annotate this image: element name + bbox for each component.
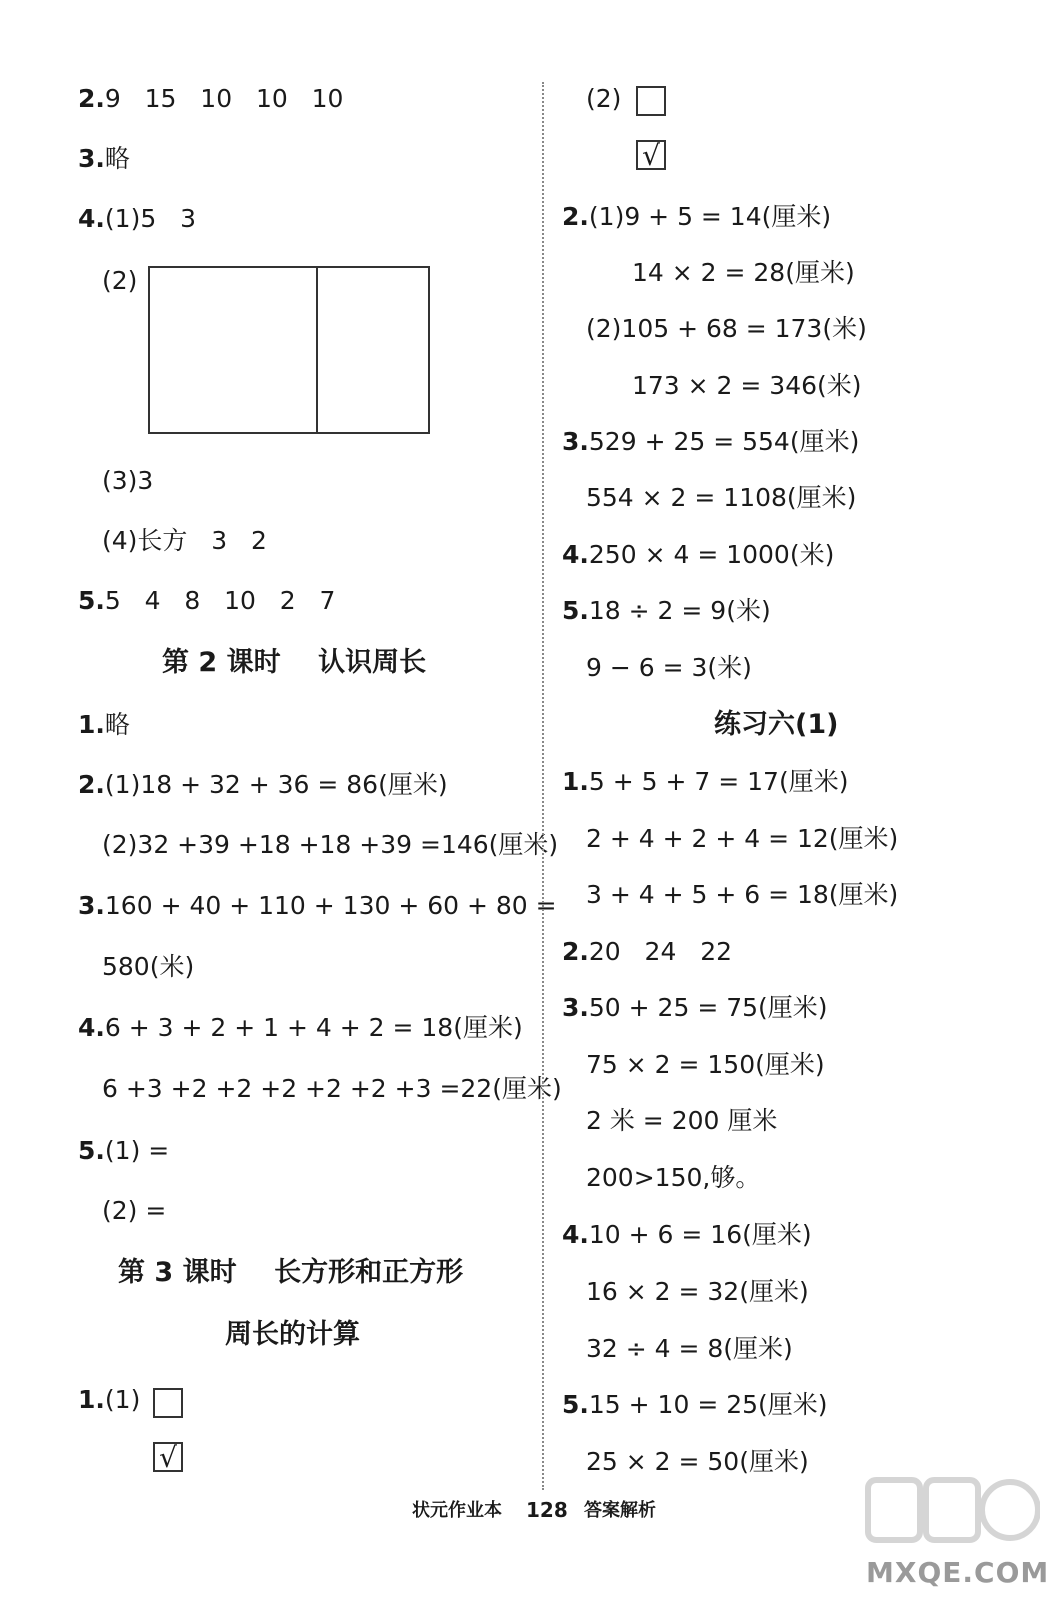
empty-checkbox	[153, 1388, 183, 1418]
answer-line: 2.(1)9 + 5 = 14(厘米)	[562, 202, 832, 231]
answer-line: 32 ÷ 4 = 8(厘米)	[586, 1334, 793, 1363]
answer-line: 5.15 + 10 = 25(厘米)	[562, 1390, 828, 1419]
answer-line: 3.529 + 25 = 554(厘米)	[562, 427, 860, 456]
answer-line: 1.略	[78, 710, 130, 739]
answer-line: 14 × 2 = 28(厘米)	[632, 258, 855, 287]
answer-line: (2)32 +39 +18 +18 +39 =146(厘米)	[102, 830, 559, 859]
exercise-heading: 练习六(1)	[714, 709, 839, 740]
answer-line: 580(米)	[102, 952, 195, 981]
watermark-site-text: MXQE.COM	[866, 1556, 1050, 1589]
check-mark-icon: √	[159, 1441, 177, 1474]
answer-line: (2) =	[102, 1196, 167, 1225]
checked-checkbox	[636, 140, 666, 170]
answer-line: (2)105 + 68 = 173(米)	[586, 314, 867, 343]
checked-checkbox	[153, 1442, 183, 1472]
answer-line: (2)	[102, 266, 138, 295]
answer-line: 5.(1) =	[78, 1136, 170, 1165]
answer-line: 2 + 4 + 2 + 4 = 12(厘米)	[586, 824, 899, 853]
rectangle-figure	[148, 266, 430, 434]
check-mark-icon: √	[642, 139, 660, 172]
answer-line: 2 米 = 200 厘米	[586, 1106, 778, 1135]
answer-line: 3 + 4 + 5 + 6 = 18(厘米)	[586, 880, 899, 909]
answer-line: 2.9 15 10 10 10	[78, 84, 344, 113]
rectangle-divider-line	[316, 268, 318, 432]
answer-line: 3.160 + 40 + 110 + 130 + 60 + 80 =	[78, 891, 557, 920]
answer-line: (2)	[586, 84, 622, 113]
answer-line: 75 × 2 = 150(厘米)	[586, 1050, 825, 1079]
column-divider	[542, 82, 544, 1490]
answer-line: 2.20 24 22	[562, 937, 733, 966]
lesson-heading-continued: 周长的计算	[225, 1319, 360, 1350]
page-number: 128	[526, 1498, 568, 1522]
answer-line: 2.(1)18 + 32 + 36 = 86(厘米)	[78, 770, 448, 799]
answer-line: 6 +3 +2 +2 +2 +2 +2 +3 =22(厘米)	[102, 1074, 562, 1103]
answer-line: 173 × 2 = 346(米)	[632, 371, 862, 400]
answer-line: 554 × 2 = 1108(厘米)	[586, 483, 857, 512]
answer-line: 1.5 + 5 + 7 = 17(厘米)	[562, 767, 849, 796]
answer-line: 3.50 + 25 = 75(厘米)	[562, 993, 828, 1022]
answer-line: 16 × 2 = 32(厘米)	[586, 1277, 809, 1306]
answer-line: 5.5 4 8 10 2 7	[78, 586, 336, 615]
answer-line: 200>150,够。	[586, 1163, 761, 1192]
answer-line: 25 × 2 = 50(厘米)	[586, 1447, 809, 1476]
answer-line: 5.18 ÷ 2 = 9(米)	[562, 596, 771, 625]
answer-line: 1.(1)	[78, 1385, 141, 1414]
answer-line: (3)3	[102, 466, 154, 495]
answer-line: 4.(1)5 3	[78, 204, 196, 233]
answer-line: 3.略	[78, 144, 130, 173]
answer-line: 4.250 × 4 = 1000(米)	[562, 540, 835, 569]
empty-checkbox	[636, 86, 666, 116]
answer-line: 4.10 + 6 = 16(厘米)	[562, 1220, 812, 1249]
answer-line: 9 − 6 = 3(米)	[586, 653, 752, 682]
lesson-heading: 第 2 课时 认识周长	[162, 647, 427, 678]
lesson-heading: 第 3 课时 长方形和正方形	[118, 1257, 464, 1288]
answer-line: (4)长方 3 2	[102, 526, 267, 555]
footer-book-title: 状元作业本	[412, 1500, 502, 1521]
answer-line: 4.6 + 3 + 2 + 1 + 4 + 2 = 18(厘米)	[78, 1013, 523, 1042]
footer-section-label: 答案解析	[584, 1500, 656, 1521]
